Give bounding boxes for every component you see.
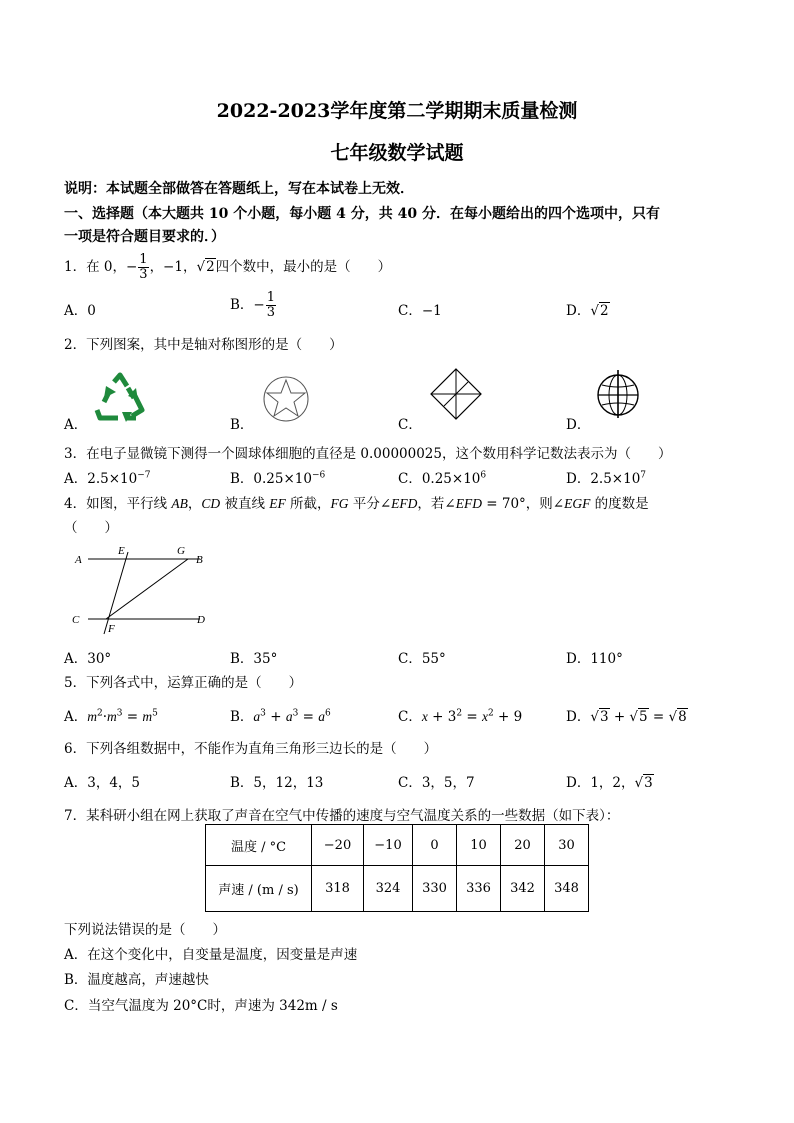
- q6-option-a: A．3，4，5: [64, 775, 141, 791]
- q3-stem: 3．在电子显微镜下测得一个圆球体细胞的直径是 0.00000025，这个数用科学记数法表示为（ ）: [64, 446, 672, 462]
- table-cell: 330: [413, 866, 457, 912]
- q7-question: 下列说法错误的是（ ）: [64, 922, 226, 938]
- q1-option-c: C．−1: [398, 303, 442, 319]
- q1-option-b: B．− $\frac{1}{3}$: [230, 290, 276, 320]
- recycle-icon: [92, 372, 148, 424]
- q5-option-b: B．$a^3 + a^3 = a^6$: [230, 708, 331, 725]
- table-cell: 318: [312, 866, 364, 912]
- q3-option-b: B．$0.25\times 10^{-6}$: [230, 470, 326, 487]
- table-cell: 324: [364, 866, 413, 912]
- q6-option-c: C．3，5，7: [398, 775, 475, 791]
- q4-option-a: A．30°: [64, 651, 112, 667]
- table-cell: 30: [545, 825, 589, 866]
- q2-option-a: A．: [64, 417, 88, 433]
- table-cell: −20: [312, 825, 364, 866]
- table-cell: 0: [413, 825, 457, 866]
- parallel-lines-figure: [66, 542, 226, 638]
- exam-title: 2022-2023学年度第二学期期末质量检测: [216, 100, 578, 122]
- table-cell: 348: [545, 866, 589, 912]
- table-cell: 10: [457, 825, 501, 866]
- section1-line2: 一项是符合题目要求的．）: [64, 229, 225, 245]
- q7-option-b: B．温度越高，声速越快: [64, 972, 209, 988]
- globe-icon: [594, 368, 642, 420]
- q2-option-c: C．: [398, 417, 422, 433]
- q3-option-c: C．$0.25\times 10^6$: [398, 470, 487, 487]
- q7-option-c: C．当空气温度为 20°C时，声速为 342m / s: [64, 998, 338, 1014]
- q6-option-b: B．5，12，13: [230, 775, 324, 791]
- table-cell: −10: [364, 825, 413, 866]
- q3-option-a: A．$2.5\times 10^{-7}$: [64, 470, 151, 487]
- q7-stem: 7．某科研小组在网上获取了声音在空气中传播的速度与空气温度关系的一些数据（如下表）：: [64, 808, 620, 824]
- q5-option-d: D．√3 + √5 = √8: [566, 709, 687, 725]
- section1-line1: 一、选择题（本大题共 10 个小题，每小题 4 分，共 40 分．在每小题给出的四个选项中，只有: [64, 206, 660, 222]
- table-cell: 342: [501, 866, 545, 912]
- pinwheel-square-icon: [428, 366, 484, 422]
- q3-option-d: D．$2.5\times 10^7$: [566, 470, 647, 487]
- q1-option-a: A．0: [64, 303, 96, 319]
- q5-option-c: C．$x + 3^2 = x^2 + 9$: [398, 708, 523, 725]
- table-header-temp: 温度 / °C: [206, 825, 312, 866]
- q7-option-a: A．在这个变化中，自变量是温度，因变量是声速: [64, 947, 358, 963]
- exam-subtitle: 七年级数学试题: [330, 142, 464, 164]
- label-g: G: [177, 545, 185, 557]
- star-in-circle-icon: [261, 374, 311, 424]
- q5-stem: 5．下列各式中，运算正确的是（ ）: [64, 675, 303, 691]
- q6-stem: 6．下列各组数据中，不能作为直角三角形三边长的是（ ）: [64, 741, 438, 757]
- notice: 说明：本试题全部做答在答题纸上，写在本试卷上无效．: [64, 181, 414, 197]
- label-e: E: [118, 545, 125, 557]
- label-f: F: [108, 623, 115, 635]
- sound-speed-table: [205, 824, 589, 912]
- label-a: A: [75, 554, 82, 566]
- q5-option-a: A．$m^2\cdot m^3 = m^5$: [64, 708, 158, 725]
- q2-option-d: D．: [566, 417, 591, 433]
- label-c: C: [72, 614, 80, 626]
- q2-stem: 2．下列图案，其中是轴对称图形的是（ ）: [64, 337, 343, 353]
- q4-stem-line2: （ ）: [64, 520, 118, 536]
- table-row: [206, 825, 589, 866]
- q4-stem-line1: 4．如图，平行线 AB，CD 被直线 EF 所截，FG 平分∠EFD，若∠EFD = 70°，则∠EGF 的度数是: [64, 496, 649, 512]
- q2-option-b: B．: [230, 417, 254, 433]
- table-cell: 20: [501, 825, 545, 866]
- q1-option-d: D．√2: [566, 303, 609, 319]
- table-row: [206, 866, 589, 912]
- label-b: B: [196, 554, 203, 566]
- table-cell: 336: [457, 866, 501, 912]
- q6-option-d: D．1，2，√3: [566, 775, 653, 791]
- q4-option-c: C．55°: [398, 651, 446, 667]
- label-d: D: [197, 614, 205, 626]
- fraction: $\frac{1}{3}$: [139, 252, 148, 282]
- q4-option-b: B．35°: [230, 651, 278, 667]
- q1-stem: 1．在 0，− $\frac{1}{3}$ ，−1，√2四个数中，最小的是（ ）: [64, 252, 392, 282]
- table-header-speed: 声速 / (m / s): [206, 866, 312, 912]
- q4-option-d: D．110°: [566, 651, 623, 667]
